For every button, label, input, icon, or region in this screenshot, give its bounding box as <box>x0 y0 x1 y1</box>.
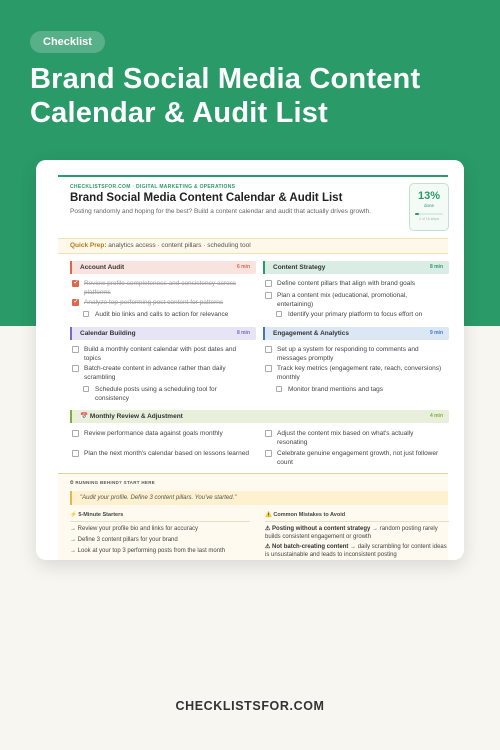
quick-prep-text: analytics access · content pillars · scheduling tool <box>106 242 251 249</box>
footer-brand: CHECKLISTSFOR.COM <box>175 699 325 713</box>
checkbox[interactable] <box>265 430 272 437</box>
quick-prep-label: Quick Prep: <box>70 242 107 249</box>
section-title: Engagement & Analytics <box>273 330 349 337</box>
item-text: Identify your primary platform to focus effort on <box>288 311 423 318</box>
section-title: 📅 Monthly Review & Adjustment <box>80 413 183 420</box>
item-text: Define content pillars that align with brand goals <box>277 280 416 287</box>
starters-rule <box>70 521 250 522</box>
mistake-text: → random posting rarely builds consistent engagement or growth <box>265 526 438 540</box>
mistake-title: ⚠ Posting without a content strategy <box>265 526 371 532</box>
checklist-preview-card <box>36 160 464 560</box>
starter-line: → Review your profile bio and links for accuracy <box>70 526 199 532</box>
item-text: Batch-create content in advance rather than daily scrambling <box>84 365 226 381</box>
running-behind-heading: ⏱ RUNNING BEHIND? START HERE <box>70 480 156 485</box>
item-text: Plan a content mix (educational, promotional, entertaining) <box>277 292 408 308</box>
item-text: Set up a system for responding to comments and messages promptly <box>277 346 419 362</box>
section-header-engagement-analytics <box>263 327 449 340</box>
section-header-monthly-review <box>70 410 449 423</box>
starter-line: → Define 3 content pillars for your brand <box>70 537 178 543</box>
starter-line: → Look at your top 3 performing posts from the last month <box>70 548 226 554</box>
checklist-badge: Checklist <box>30 31 105 53</box>
checkbox[interactable] <box>83 311 89 317</box>
item-text: Review profile completeness and consistency across platforms <box>84 280 237 296</box>
checkbox-checked[interactable] <box>72 299 79 306</box>
mistake-text: → daily scrambling for content ideas is unsustainable and leads to inconsistent posting <box>265 544 447 558</box>
checkbox[interactable] <box>276 386 282 392</box>
checkbox[interactable] <box>276 311 282 317</box>
mistake-line <box>265 525 447 541</box>
hero-title: Brand Social Media Content Calendar & Audit List <box>30 63 421 129</box>
section-minutes: 6 min <box>236 264 250 270</box>
section-title: Content Strategy <box>273 264 326 271</box>
item-text: Schedule posts using a scheduling tool for consistency <box>95 386 217 402</box>
card-accent-line <box>58 175 448 177</box>
item-text: Audit bio links and calls to action for relevance <box>95 311 229 318</box>
checkbox[interactable] <box>72 346 79 353</box>
progress-label: done <box>423 203 434 208</box>
item-text: Build a monthly content calendar with post dates and topics <box>84 346 237 362</box>
checkbox[interactable] <box>265 280 272 287</box>
item-text: Analyze top-performing post content for patterns <box>84 299 224 306</box>
doc-subtitle: Posting randomly and hoping for the best? Build a content calendar and audit that actually drives growth. <box>70 208 371 215</box>
section-minutes: 9 min <box>429 330 443 336</box>
checkbox[interactable] <box>72 365 79 372</box>
section-header-calendar-building <box>70 327 256 340</box>
checkbox[interactable] <box>72 430 79 437</box>
mistakes-heading: ⚠️ Common Mistakes to Avoid <box>265 512 346 518</box>
checkbox[interactable] <box>265 346 272 353</box>
checkbox-checked[interactable] <box>72 280 79 287</box>
section-title: Account Audit <box>80 264 125 271</box>
item-text: Monitor brand mentions and tags <box>288 386 384 393</box>
progress-fill <box>415 213 419 215</box>
checkbox[interactable] <box>265 450 272 457</box>
section-minutes: 4 min <box>429 413 443 419</box>
mistakes-rule <box>265 521 449 522</box>
item-text: Review performance data against goals monthly <box>84 430 223 437</box>
doc-title: Brand Social Media Content Calendar & Audit List <box>70 192 343 204</box>
checkbox[interactable] <box>265 292 272 299</box>
progress-track <box>415 213 443 215</box>
running-behind-quote: "Audit your profile. Define 3 content pillars. You've started." <box>70 491 448 505</box>
section-minutes: 8 min <box>236 330 250 336</box>
checkbox[interactable] <box>265 365 272 372</box>
mistake-title: ⚠ Not batch-creating content <box>265 544 349 550</box>
mistake-line <box>265 543 447 559</box>
checkbox[interactable] <box>83 386 89 392</box>
doc-kicker: CHECKLISTSFOR.COM · DIGITAL MARKETING & OPERATIONS <box>70 184 236 190</box>
progress-percent: 13% <box>417 190 441 202</box>
quick-prep-bar <box>58 238 448 254</box>
progress-widget <box>409 183 449 231</box>
item-text: Adjust the content mix based on what's actually resonating <box>277 430 414 446</box>
progress-foot: 2 of 16 steps <box>418 217 440 221</box>
card-top-bar <box>36 160 464 175</box>
starters-heading: ⚡ 5-Minute Starters <box>70 512 124 518</box>
checkbox[interactable] <box>72 450 79 457</box>
item-text: Celebrate genuine engagement growth, not just follower count <box>277 450 439 466</box>
item-text: Track key metrics (engagement rate, reach, conversions) monthly <box>277 365 442 381</box>
section-minutes: 8 min <box>429 264 443 270</box>
section-header-content-strategy <box>263 261 449 274</box>
item-text: Plan the next month's calendar based on lessons learned <box>84 450 249 457</box>
section-title: Calendar Building <box>80 330 136 337</box>
section-header-account-audit <box>70 261 256 274</box>
